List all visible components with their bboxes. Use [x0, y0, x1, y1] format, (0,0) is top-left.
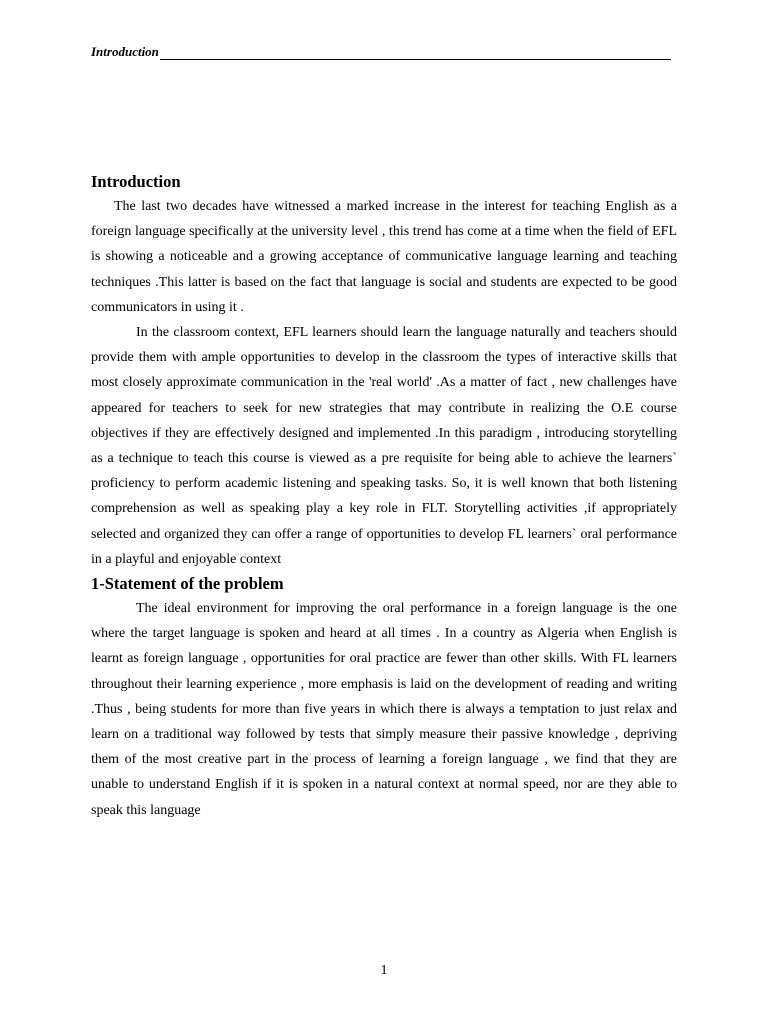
- page-number: 1: [380, 963, 388, 978]
- introduction-paragraph-1: The last two decades have witnessed a marked increase in the interest for teaching English as a foreign language specifically at the university level , this trend has come at a time when the field of EFL is showing a noticeable and a growing acceptance of communicative language learning and teaching techniques .This latter is based on the fact that language is social and students are expected to be good communicators in using it .: [91, 199, 677, 315]
- problem-statement-paragraph-1: The ideal environment for improving the oral performance in a foreign language is the one where the target language is spoken and heard at all times . In a country as Algeria when English is learnt as foreign language , opportunities for oral practice are fewer than other skills. With FL learners throughout their learning experience , more emphasis is laid on the development of reading and writing .Thus , being students for more than five years in which there is always a temptation to just relax and learn on a traditional way followed by tests that simply measure their passive knowledge , depriving them of the most creative part in the process of learning a foreign language , we find that they are unable to understand English if it is spoken in a natural context at normal speed, nor are they able to speak this language: [91, 601, 677, 818]
- introduction-paragraph-2: In the classroom context, EFL learners should learn the language naturally and teachers should provide them with ample opportunities to develop in the classroom the types of interactive skills that most closely approximate communication in the 'real world' .As a matter of fact , new challenges have appeared for teachers to seek for new strategies that may contribute in realizing the O.E course objectives if they are effectively designed and implemented .In this paradigm , introducing storytelling as a technique to teach this course is viewed as a pre requisite for being able to achieve the learners` proficiency to perform academic listening and speaking tasks. So, it is well known that both listening comprehension as well as speaking play a key role in FLT. Storytelling activities ,if appropriately selected and organized they can offer a range of opportunities to develop FL learners` oral performance in a playful and enjoyable context: [91, 325, 677, 567]
- introduction-heading: Introduction: [91, 172, 181, 191]
- running-header-title: Introduction: [91, 44, 159, 59]
- problem-statement-heading: 1-Statement of the problem: [91, 574, 284, 594]
- header-rule: [160, 46, 671, 60]
- page-content: [91, 170, 677, 823]
- running-header: [91, 44, 671, 60]
